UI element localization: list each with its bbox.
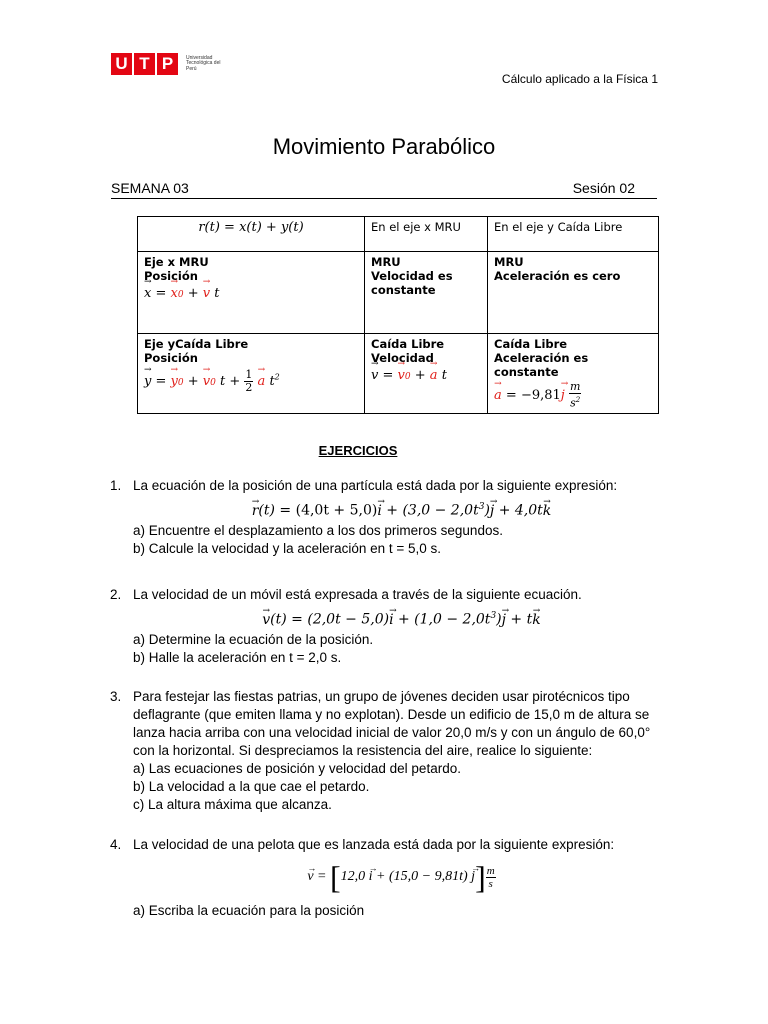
week-label: SEMANA 03 [111,180,189,196]
x-position-formula: → x = → x0 + → v t [144,286,358,301]
exercise-text: La ecuación de la posición de una partícula está dada por la siguiente expresión: [133,478,618,493]
list-item: a) Las ecuaciones de posición y velocidad del petardo. [133,761,461,776]
position-equation: → $r(t) = (4,0t + 5,0)\to i + (3,0 - 2,0t^3)\to j + 4,0t\to k$ [133,498,670,520]
cell-text: Aceleración es constante [494,351,589,379]
list-item: a) Escriba la ecuación para la posición [133,903,365,918]
table-row [138,334,659,414]
exercise-text: La velocidad de una pelota que es lanzada está dada por la siguiente expresión: [133,837,615,852]
y-position-formula: → y = → y0 + → v0 t + $\frac{1}{2}$ → a $t^2$ [144,369,358,394]
table-row [138,252,659,334]
exercise-3 [110,688,670,814]
logo-letter-p: P [157,53,178,75]
utp-logo [111,53,226,75]
cell-subtitle: Posición [144,269,198,283]
exercise-number: 2. [110,587,122,602]
header-cell-x: En el eje x MRU [365,217,488,252]
logo-letter-u: U [111,53,132,75]
cell-title: Caída Libre [371,337,445,351]
header-cell-y: En el eje y Caída Libre [488,217,659,252]
exercise-number: 4. [110,837,122,852]
logo-letter-t: T [134,53,155,75]
y-velocity-cell [365,334,488,414]
exercise-number: 3. [110,689,122,704]
exercise-1 [110,477,670,558]
list-item: b) La velocidad a la que cae el petardo. [133,779,370,794]
cell-text: Velocidad es constante [371,269,453,297]
cell-text: Aceleración es cero [494,269,621,283]
position-sum-cell: r(t) = x(t) + y(t) [138,217,365,252]
cell-title: MRU [371,255,401,269]
x-velocity-cell [365,252,488,334]
list-item: a) Determine la ecuación de la posición. [133,631,374,647]
y-position-cell [138,334,365,414]
course-name: Cálculo aplicado a la Física 1 [501,72,658,86]
logo-university-text: Universidad Tecnológica del Perú [186,54,221,72]
velocity-equation: → $v(t) = (2,0t - 5,0)\to i + (1,0 - 2,0t^3)\to j + t\to k$ [133,607,670,629]
equation-term: (4,0t + 5,0) [295,502,378,519]
list-item: b) Halle la aceleración en t = 2,0 s. [133,649,342,665]
cell-title: Eje x MRU [144,255,209,269]
session-label: Sesión 02 [572,180,635,196]
page-title: Movimiento Parabólico [272,134,496,159]
cell-title: Caída Libre [494,337,568,351]
gravity-formula: → a = −9,81→ j $\frac{m}{s^2}$ [494,381,652,410]
list-item: a) Encuentre el desplazamiento a los dos primeros segundos. [133,522,503,538]
x-acceleration-cell [488,252,659,334]
cell-subtitle: Posición [144,351,198,365]
exercise-text: La velocidad de un móvil está expresada a través de la siguiente ecuación. [133,587,582,602]
summary-table [137,216,659,414]
exercise-4 [110,836,670,920]
x-position-cell [138,252,365,334]
header-divider [111,198,657,199]
cell-text: Velocidad [371,351,434,365]
list-item: b) Calcule la velocidad y la aceleración en t = 5,0 s. [133,540,442,556]
gravity-value: −9,81 [520,387,561,403]
list-item: c) La altura máxima que alcanza. [133,797,332,812]
exercise-text: Para festejar las fiestas patrias, un grupo de jóvenes deciden usar pirotécnicos tipo deflagrante (que emiten llama y no explotan). Desde un edificio de 15,0 m de altura se lanza hacia arriba con una velocidad inicial de valor 20,0 m/s y con un ángulo de 60,0° con la horizontal. Si despreciamos la resistencia del aire, realice lo siguiente: [133,689,651,758]
exercises-heading: EJERCICIOS [318,443,398,458]
cell-title: Eje yCaída Libre [144,337,249,351]
cell-title: MRU [494,255,524,269]
exercise-number: 1. [110,478,122,493]
table-row [138,217,659,252]
ball-velocity-equation: → v = [ 12,0 → i + (15,0 − 9,81 t ) → j ] $\frac{m}{s}$ [133,862,670,892]
exercise-2 [110,586,670,667]
y-acceleration-cell [488,334,659,414]
y-velocity-formula: → v = → v0 + → a t [371,368,481,383]
